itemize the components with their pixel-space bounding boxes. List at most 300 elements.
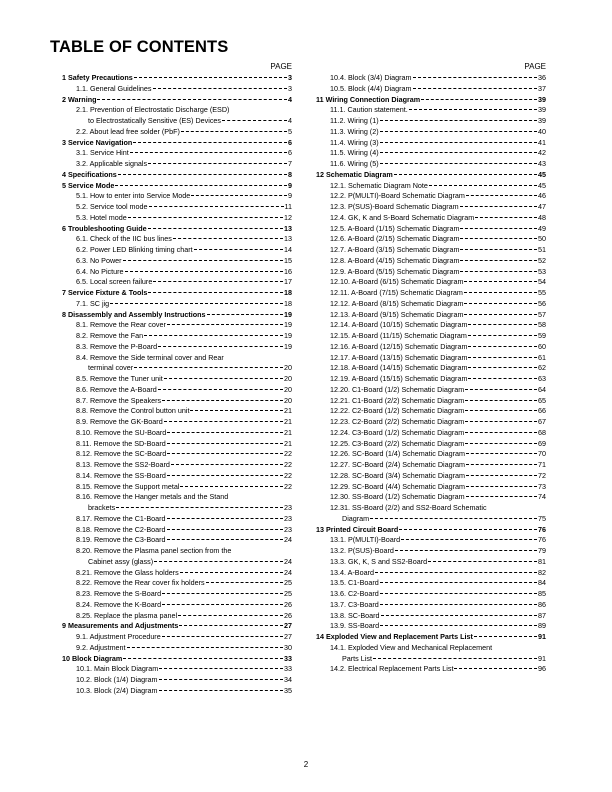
toc-entry-label: 1 Safety Precautions [62,73,133,82]
toc-entry-label: 5.1. How to enter into Service Mode [76,191,191,201]
toc-entry[interactable] [312,643,546,654]
toc-entry-label: 12.12. A-Board (8/15) Schematic Diagram [330,298,464,308]
toc-entry-label: 6.2. Power LED Blinking timing chart [76,245,193,254]
toc-entry-page: 30 [284,642,292,652]
toc-entry-page: 42 [538,148,546,158]
toc-entry[interactable] [312,396,546,407]
toc-entry[interactable] [58,643,292,654]
toc-entry-page: 21 [284,406,292,416]
toc-entry-page: 25 [284,578,292,588]
toc-entry-page: 25 [284,589,292,598]
toc-entry[interactable] [312,417,546,428]
toc-entry[interactable] [58,267,292,278]
toc-entry-page: 64 [538,384,546,394]
toc-entry-page: 9 [288,191,292,201]
toc-entry[interactable] [58,213,292,224]
toc-entry[interactable] [58,406,292,417]
toc-entry-label: 2.2. About lead free solder (PbF) [76,126,180,136]
dotted-leader [162,592,283,594]
toc-entry[interactable] [312,342,546,353]
toc-entry[interactable] [312,138,546,149]
dotted-leader [380,581,537,583]
toc-entry-page: 91 [538,653,546,663]
toc-entry[interactable] [58,353,292,364]
toc-entry-label: 8.14. Remove the SS-Board [76,470,166,480]
toc-entry-label: 9.1. Adjustment Procedure [76,632,161,641]
dotted-leader [148,227,283,229]
toc-entry[interactable] [312,331,546,342]
toc-entry-page: 19 [284,309,292,319]
toc-entry[interactable] [312,245,546,256]
toc-entry[interactable] [312,320,546,331]
toc-entry-page: 6 [288,148,292,158]
toc-entry-page: 19 [284,320,292,330]
dotted-leader [464,302,537,304]
dotted-leader [167,431,283,433]
toc-entry[interactable] [58,148,292,159]
toc-entry-page: 18 [284,298,292,308]
toc-entry[interactable] [58,471,292,482]
toc-entry[interactable] [312,127,546,138]
toc-entry-page: 3 [288,83,292,93]
toc-entry-label: 11.2. Wiring (1) [330,116,379,125]
toc-entry-label: 9.2. Adjustment [76,642,126,652]
toc-entry[interactable] [58,525,292,536]
toc-entry-label: 7.1. SC jig [76,298,110,308]
dotted-leader [464,291,537,293]
toc-entry-label: 12.9. A-Board (5/15) Schematic Diagram [330,266,460,276]
toc-entry-label: 2.1. Prevention of Electrostatic Discharge (ESD) [76,105,230,115]
toc-entry[interactable] [312,299,546,310]
toc-entry[interactable] [58,396,292,407]
toc-entry[interactable] [312,568,546,579]
dotted-leader [401,538,537,540]
dotted-leader [465,420,537,422]
toc-entry[interactable] [58,589,292,600]
toc-entry-label: 9 Measurements and Adjustments [62,621,179,631]
toc-entries [312,73,546,675]
toc-entry[interactable] [312,256,546,267]
toc-entry[interactable] [312,181,546,192]
dotted-leader [413,87,538,89]
toc-entry[interactable] [312,202,546,213]
toc-entry-page: 54 [538,277,546,287]
toc-entry-page: 26 [284,599,292,609]
toc-entry[interactable] [312,224,546,235]
toc-entry[interactable] [58,191,292,202]
toc-entry-label: 8.16. Remove the Hanger metals and the Stand [76,492,229,502]
dotted-leader [464,313,537,315]
toc-entry-label: 8.23. Remove the S-Board [76,589,162,598]
toc-entry-label: 10.2. Block (1/4) Diagram [76,675,158,684]
toc-entry-page: 8 [288,169,292,179]
toc-entry[interactable] [312,191,546,202]
toc-entry-page: 51 [538,245,546,254]
toc-section[interactable] [58,95,292,106]
toc-entry[interactable] [312,654,546,665]
toc-entry[interactable] [312,385,546,396]
dotted-leader [454,667,537,669]
dotted-leader [222,119,287,121]
toc-entry[interactable] [312,600,546,611]
toc-entry-label: 13.3. GK, K, S and SS2-Board [330,556,428,566]
dotted-leader [194,248,283,250]
toc-entry-page: 56 [538,298,546,308]
toc-entry-label: 12.4. GK, K and S-Board Schematic Diagram [330,212,475,222]
dotted-leader [468,345,537,347]
toc-entry-page: 60 [538,341,546,351]
toc-entry[interactable] [58,374,292,385]
toc-entry[interactable] [58,202,292,213]
toc-entry[interactable] [58,557,292,568]
toc-entry-page: 9 [288,180,292,190]
toc-entry[interactable] [58,159,292,170]
toc-entry-page: 3 [288,73,292,82]
toc-entry[interactable] [58,568,292,579]
toc-entry-page: 21 [284,417,292,426]
toc-section[interactable] [312,170,546,181]
dotted-leader [468,366,537,368]
toc-section[interactable] [58,288,292,299]
toc-entry-label: 13.6. C2-Board [330,589,379,598]
toc-entry-label: 12.10. A-Board (6/15) Schematic Diagram [330,277,464,287]
toc-entry[interactable] [312,363,546,374]
toc-entry-label: 13.5. C1-Board [330,578,379,588]
toc-entry-page: 85 [538,589,546,598]
toc-entry[interactable] [312,267,546,278]
toc-entry-page: 82 [538,567,546,577]
toc-entry[interactable] [312,116,546,127]
toc-entry-label: 8.3. Remove the P-Board [76,341,158,351]
toc-entry[interactable] [58,116,292,127]
dotted-leader [468,323,537,325]
dotted-leader [428,560,537,562]
toc-entry[interactable] [312,611,546,622]
toc-section[interactable] [58,138,292,149]
toc-entry[interactable] [312,84,546,95]
toc-entry[interactable] [312,234,546,245]
page-column-header: PAGE [270,62,292,71]
toc-entry[interactable] [312,514,546,525]
toc-entry-page: 20 [284,363,292,373]
toc-entry[interactable] [58,460,292,471]
toc-entry-label: 8.2. Remove the Fan [76,331,144,340]
toc-entry[interactable] [58,449,292,460]
toc-entry-page: 58 [538,320,546,330]
toc-entry[interactable] [58,245,292,256]
toc-entry[interactable] [58,299,292,310]
toc-entry-label: 11.4. Wiring (3) [330,137,379,147]
toc-entry-page: 48 [538,212,546,222]
dotted-leader [465,409,537,411]
toc-entry[interactable] [58,417,292,428]
dotted-leader [380,603,537,605]
toc-entry-page: 19 [284,341,292,351]
toc-entry-page: 4 [288,116,292,125]
toc-entry-page: 63 [538,374,546,383]
dotted-leader [465,388,537,390]
toc-entry[interactable] [312,503,546,514]
toc-entry-page: 52 [538,255,546,265]
dotted-leader [154,560,283,562]
dotted-leader [380,119,537,121]
dotted-leader [190,409,283,411]
toc-entry-label: 12.11. A-Board (7/15) Schematic Diagram [330,288,463,297]
toc-entry[interactable] [312,213,546,224]
toc-entry-page: 20 [284,374,292,383]
toc-entry-page: 36 [538,73,546,82]
toc-section[interactable] [312,525,546,536]
toc-entry-label: 8.24. Remove the K-Board [76,599,162,609]
toc-entry-label: 6.5. Local screen failure [76,277,153,287]
toc-entry-label: 12.5. A-Board (1/15) Schematic Diagram [330,223,460,233]
toc-entry[interactable] [58,492,292,503]
toc-entry[interactable] [312,428,546,439]
page-number: 2 [303,760,309,769]
toc-entry[interactable] [312,159,546,170]
toc-entry-page: 14 [284,245,292,254]
toc-entry-label: 13.9. SS-Board [330,621,380,631]
toc-entry-label: brackets [88,503,116,512]
dotted-leader [380,624,537,626]
toc-entry-label: 12 Schematic Diagram [316,169,393,179]
toc-entry-page: 87 [538,610,546,620]
dotted-leader [468,356,537,358]
toc-entry[interactable] [58,514,292,525]
toc-entry-page: 46 [538,191,546,201]
toc-entry[interactable] [312,406,546,417]
toc-entry[interactable] [58,331,292,342]
toc-entry-page: 61 [538,352,546,362]
toc-entry[interactable] [58,482,292,493]
toc-section[interactable] [58,621,292,632]
toc-entry[interactable] [312,310,546,321]
toc-section[interactable] [312,95,546,106]
toc-entry-page: 37 [538,83,546,93]
toc-entry-label: 8.25. Replace the plasma panel [76,610,178,620]
toc-entry[interactable] [312,374,546,385]
toc-entry-label: 12.15. A-Board (11/15) Schematic Diagram [330,331,467,340]
toc-entry-page: 69 [538,438,546,448]
toc-entry-label: 12.18. A-Board (14/15) Schematic Diagram [330,363,468,373]
toc-entry-label: 12.8. A-Board (4/15) Schematic Diagram [330,255,460,265]
toc-entry-label: 12.20. C1-Board (1/2) Schematic Diagram [330,384,465,394]
toc-entry[interactable] [312,578,546,589]
toc-entry-page: 19 [284,331,292,340]
dotted-leader [370,517,537,519]
toc-entry-label: 8.20. Remove the Plasma panel section from the [76,546,232,555]
toc-entry-label: 12.30. SS-Board (1/2) Schematic Diagram [330,492,465,502]
dotted-leader [97,98,287,100]
toc-entry-label: 12.29. SC-Board (4/4) Schematic Diagram [330,481,466,491]
dotted-leader [394,173,537,175]
toc-entry[interactable] [312,557,546,568]
dotted-leader [380,130,537,132]
toc-entry-page: 74 [538,492,546,502]
toc-entry[interactable] [58,632,292,643]
toc-entry[interactable] [312,353,546,364]
toc-left-column [58,60,292,697]
toc-entry-label: 11.6. Wiring (5) [330,159,379,168]
toc-entry[interactable] [312,589,546,600]
dotted-leader [460,259,537,261]
toc-section[interactable] [58,170,292,181]
toc-entry[interactable] [58,439,292,450]
dotted-leader [115,184,287,186]
toc-entry[interactable] [58,546,292,557]
toc-entry-page: 75 [538,513,546,523]
toc-entry-label: 8.22. Remove the Rear cover fix holders [76,578,205,588]
dotted-leader [421,98,537,100]
toc-entry-label: 11.3. Wiring (2) [330,126,379,136]
dotted-leader [118,173,287,175]
toc-entry-page: 59 [538,331,546,340]
toc-entry[interactable] [58,664,292,675]
toc-entry-label: 8.4. Remove the Side terminal cover and Rear [76,352,224,362]
toc-entry-label: 5.3. Hotel mode [76,212,127,222]
toc-entry-label: 12.28. SC-Board (3/4) Schematic Diagram [330,470,466,480]
toc-entry-page: 72 [538,470,546,480]
toc-entry-label: 11.1. Caution statement. [330,105,408,115]
toc-entry[interactable] [58,675,292,686]
dotted-leader [167,528,284,530]
toc-entry-page: 27 [284,632,292,641]
dotted-leader [207,313,283,315]
toc-entry-page: 22 [284,481,292,491]
toc-entry-label: to Electrostatically Sensitive (ES) Devices [88,116,222,125]
toc-entry[interactable] [58,428,292,439]
toc-entry-page: 40 [538,126,546,136]
dotted-leader [134,366,283,368]
toc-entry[interactable] [312,482,546,493]
dotted-leader [164,420,283,422]
toc-entry-label: 10.1. Main Block Diagram [76,664,159,674]
toc-entry-page: 76 [538,524,546,534]
toc-section[interactable] [58,310,292,321]
dotted-leader [144,334,283,336]
dotted-leader [134,76,287,78]
toc-entry-label: 8.9. Remove the GK-Board [76,417,163,426]
toc-entry[interactable] [58,234,292,245]
toc-entry[interactable] [58,600,292,611]
toc-entry[interactable] [58,256,292,267]
toc-entry[interactable] [312,664,546,675]
toc-entry[interactable] [58,320,292,331]
toc-entry-page: 70 [538,449,546,459]
toc-section[interactable] [312,632,546,643]
toc-entry-page: 21 [284,438,292,448]
toc-entry[interactable] [312,546,546,557]
toc-section[interactable] [58,224,292,235]
toc-entry[interactable] [58,686,292,697]
toc-entry[interactable] [312,105,546,116]
toc-entry-page: 35 [284,685,292,695]
toc-entry[interactable] [312,471,546,482]
toc-entry-label: 5.2. Service tool mode [76,202,148,211]
toc-entry-page: 96 [538,664,546,674]
toc-entry-label: 12.3. P(SUS)-Board Schematic Diagram [330,202,459,211]
toc-entry[interactable] [312,535,546,546]
toc-entry[interactable] [312,73,546,84]
toc-entry[interactable] [312,449,546,460]
toc-entry[interactable] [58,385,292,396]
dotted-leader [159,667,283,669]
dotted-leader [123,657,283,659]
toc-section[interactable] [58,181,292,192]
toc-entry-label: 12.2. P(MULTI)-Board Schematic Diagram [330,191,465,201]
toc-entry-page: 66 [538,406,546,416]
toc-entry-page: 23 [284,524,292,534]
toc-entry-label: 8.18. Remove the C2-Board [76,524,166,534]
toc-section[interactable] [58,73,292,84]
toc-entry-label: 8.17. Remove the C1-Board [76,513,166,523]
dotted-leader [460,248,537,250]
toc-section[interactable] [58,654,292,665]
toc-entry-page: 57 [538,309,546,319]
dotted-leader [128,216,283,218]
toc-entry-page: 71 [538,460,546,469]
dotted-leader [179,624,283,626]
toc-entry-page: 4 [288,94,292,104]
toc-entry[interactable] [312,148,546,159]
dotted-leader [466,495,537,497]
toc-entry-page: 23 [284,503,292,512]
toc-entry[interactable] [58,611,292,622]
toc-entry[interactable] [58,84,292,95]
toc-entry-label: 14.1. Exploded View and Mechanical Replacement [330,642,493,652]
toc-entry-label: 6 Troubleshooting Guide [62,223,147,233]
toc-entry-label: 8.5. Remove the Tuner unit [76,374,163,383]
toc-entry[interactable] [312,288,546,299]
toc-entry-page: 43 [538,159,546,168]
toc-entry-label: 10.3. Block (2/4) Diagram [76,685,158,695]
toc-entry-page: 27 [284,621,292,631]
toc-entry[interactable] [58,342,292,353]
toc-entry-page: 89 [538,621,546,631]
toc-entry-page: 22 [284,470,292,480]
toc-entry-page: 12 [284,212,292,222]
toc-entry[interactable] [312,277,546,288]
toc-entry-page: 13 [284,234,292,244]
toc-entry[interactable] [58,535,292,546]
toc-entry-label: 13.1. P(MULTI)-Board [330,535,401,545]
toc-entries [58,73,292,697]
toc-entry-label: 6.1. Check of the IIC bus lines [76,234,172,244]
dotted-leader [460,227,537,229]
toc-entry-page: 65 [538,395,546,405]
toc-entry[interactable] [312,492,546,503]
toc-entry[interactable] [312,621,546,632]
toc-entry-label: 11 Wiring Connection Diagram [316,94,421,104]
toc-entry[interactable] [312,460,546,471]
toc-entry[interactable] [58,503,292,514]
toc-entry-label: 8.7. Remove the Speakers [76,395,162,405]
toc-entry[interactable] [58,578,292,589]
toc-entry-label: 8.6. Remove the A-Board [76,384,157,394]
toc-entry-page: 18 [284,288,292,297]
toc-entry-page: 49 [538,223,546,233]
toc-entry[interactable] [58,363,292,374]
dotted-leader [468,377,537,379]
toc-entry[interactable] [312,439,546,450]
toc-entry[interactable] [58,277,292,288]
toc-entry[interactable] [58,127,292,138]
toc-entry-label: 14 Exploded View and Replacement Parts List [316,632,473,641]
toc-entry[interactable] [58,105,292,116]
dotted-leader [167,442,283,444]
dotted-leader [466,463,537,465]
dotted-leader [429,184,537,186]
